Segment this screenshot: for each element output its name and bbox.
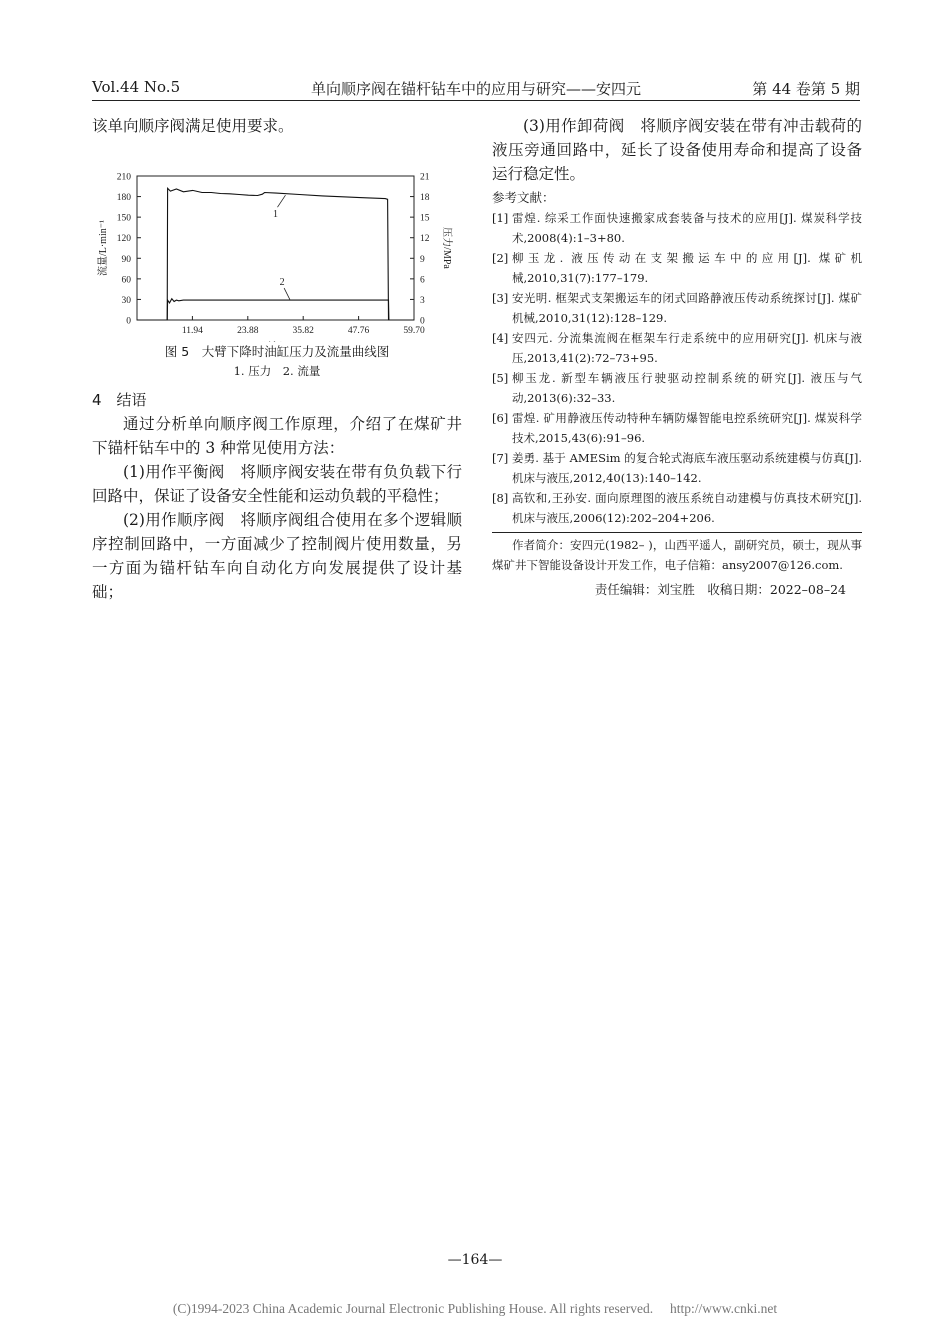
y-right-tick-label: 15: [420, 213, 430, 224]
references-title: 参考文献：: [492, 190, 555, 205]
y-left-tick-label: 210: [116, 172, 131, 183]
author-bio: 作者简介：安四元(1982– )，山西平遥人，副研究员，硕士，现从事煤矿井下智能设备设计开发工作，电子信箱：ansy2007@126.com.: [492, 532, 862, 575]
paragraph: (2)用作顺序阀 将顺序阀组合使用在多个逻辑顺序控制回路中，一方面减少了控制阀片使用数量，另一方面为锚杆钻车向自动化方向发展提供了设计基础；: [92, 511, 462, 601]
y-right-tick-label: 21: [420, 172, 430, 183]
series-label-1: 1: [272, 209, 278, 221]
y-right-tick-label: 12: [420, 234, 430, 245]
reference-item: [492, 488, 862, 528]
reference-number: [7]: [492, 451, 509, 465]
editor-line: 责任编辑：刘宝胜 收稿日期：2022–08–24: [594, 582, 846, 597]
y-left-tick-label: 0: [126, 316, 131, 327]
reference-number: [2]: [492, 251, 509, 265]
reference-text: 高钦和,王孙安. 面向原理图的液压系统自动建模与仿真技术研究[J]. 机床与液压,2006(12):202–204+206.: [512, 491, 862, 525]
y-left-tick-label: 150: [116, 213, 131, 224]
reference-text: 柳玉龙. 新型车辆液压行驶驱动控制系统的研究[J]. 液压与气动,2013(6):32–33.: [512, 371, 862, 405]
x-tick-label: 23.88: [237, 326, 259, 336]
x-axis-label: [261, 340, 289, 342]
reference-text: 雷煌. 综采工作面快速搬家成套装备与技术的应用[J]. 煤炭科学技术,2008(4):1–3+80.: [512, 211, 862, 245]
series-line-2: [137, 299, 414, 320]
section-title: 4 结语: [92, 391, 147, 409]
reference-item: [492, 208, 862, 248]
references-list: [492, 208, 862, 528]
x-tick-label: 11.94: [181, 326, 203, 336]
x-tick-label: 59.70: [403, 326, 425, 336]
figure-subcaption: 1. 压力 2. 流量: [233, 364, 321, 378]
series-1-leader: [277, 195, 285, 207]
y-left-tick-label: 60: [121, 275, 131, 286]
reference-number: [8]: [492, 491, 509, 505]
intro-line: 该单向顺序阀满足使用要求。: [92, 117, 294, 135]
y-right-tick-label: 9: [420, 254, 425, 265]
reference-item: [492, 248, 862, 288]
right-column: [492, 114, 862, 601]
reference-text: 柳玉龙. 液压传动在支架搬运车中的应用[J]. 煤矿机械,2010,31(7):177–179.: [512, 251, 862, 285]
figure-caption: 图 5 大臂下降时油缸压力及流量曲线图: [164, 344, 390, 359]
x-tick-label: 35.82: [292, 326, 314, 336]
running-header: [92, 78, 860, 101]
x-tick-label: 47.76: [347, 326, 370, 336]
reference-item: [492, 368, 862, 408]
reference-text: 安光明. 框架式支架搬运车的闭式回路静液压传动系统探讨[J]. 煤矿机械,2010,31(12):128–129.: [512, 291, 862, 325]
paragraph: 通过分析单向顺序阀工作原理，介绍了在煤矿井下锚杆钻车中的 3 种常见使用方法：: [92, 415, 462, 457]
left-column: [92, 114, 462, 604]
page-number: —164—: [447, 1252, 503, 1268]
y-right-tick-label: 0: [420, 316, 425, 327]
y-right-tick-label: 3: [420, 295, 425, 306]
y-left-tick-label: 90: [121, 254, 131, 265]
reference-item: [492, 448, 862, 488]
header-volume: Vol.44 No.5: [92, 78, 181, 96]
paragraph: (3)用作卸荷阀 将顺序阀安装在带有冲击载荷的液压旁通回路中，延长了设备使用寿命和提高了设备运行稳定性。: [492, 117, 862, 183]
y-left-tick-label: 30: [121, 295, 131, 306]
reference-number: [5]: [492, 371, 509, 385]
y-right-axis-label: 压力/MPa: [441, 227, 452, 269]
line-chart: [92, 142, 462, 342]
reference-text: 安四元. 分流集流阀在框架车行走系统中的应用研究[J]. 机床与液压,2013,41(2):72–73+95.: [512, 331, 862, 365]
series-2-leader: [284, 288, 290, 300]
y-right-tick-label: 6: [420, 275, 425, 286]
reference-item: [492, 288, 862, 328]
reference-item: [492, 408, 862, 448]
reference-number: [4]: [492, 331, 509, 345]
reference-text: 雷煌. 矿用静液压传动特种车辆防爆智能电控系统研究[J]. 煤炭科学技术,2015,43(6):91–96.: [512, 411, 862, 445]
figure-5: [92, 142, 462, 342]
series-label-2: 2: [279, 277, 285, 289]
reference-item: [492, 328, 862, 368]
reference-number: [3]: [492, 291, 509, 305]
y-left-tick-label: 120: [116, 234, 131, 245]
y-left-tick-label: 180: [116, 193, 131, 204]
copyright-footer: (C)1994-2023 China Academic Journal Electronic Publishing House. All rights reserved. http://www.cnki.net: [172, 1301, 778, 1316]
reference-number: [6]: [492, 411, 509, 425]
paragraph: (1)用作平衡阀 将顺序阀安装在带有负负载下行回路中，保证了设备安全性能和运动负载的平稳性；: [92, 463, 462, 505]
reference-text: 姜勇. 基于 AMESim 的复合轮式海底车液压驱动系统建模与仿真[J]. 机床与液压,2012,40(13):140–142.: [512, 451, 862, 485]
reference-number: [1]: [492, 211, 509, 225]
header-title: 单向顺序阀在锚杆钻车中的应用与研究——安四元: [310, 80, 641, 98]
y-left-axis-label: 流量/L·min⁻¹: [98, 219, 109, 277]
header-issue: 第 44 卷第 5 期: [752, 80, 860, 98]
y-right-tick-label: 18: [420, 193, 430, 204]
